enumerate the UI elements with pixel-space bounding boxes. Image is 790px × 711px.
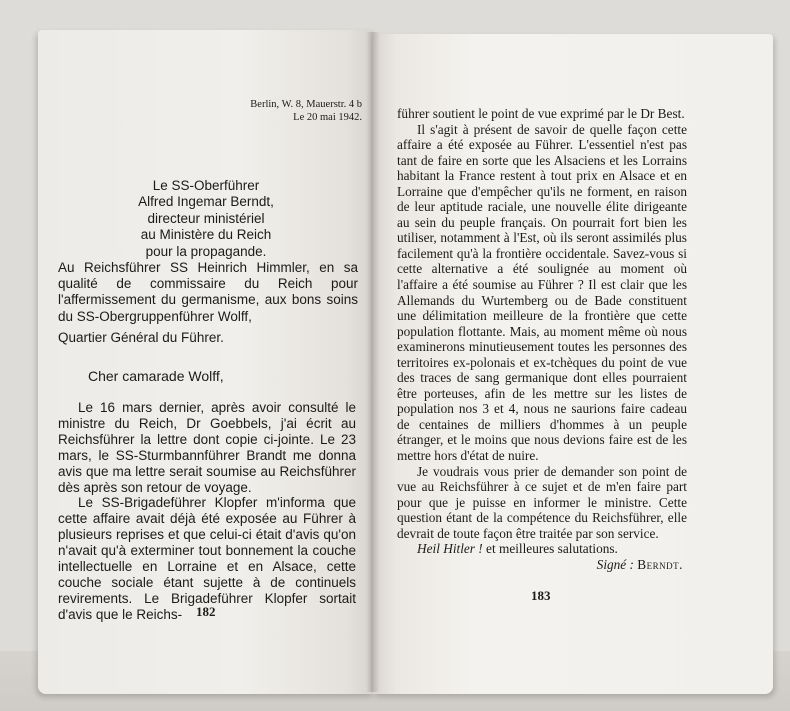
signature: [397, 557, 687, 573]
paragraph: Je voudrais vous prier de demander son point de vue au Reichsführer à ce sujet et de m'en faire part pour que je puisse en informer le ministre. Cette question étant de la compétence du Reichsführer, elle devrait de toute façon être traitée par son service.: [397, 463, 687, 541]
closing-greeting: Heil Hitler !: [417, 541, 483, 557]
letter-body-left: [58, 400, 356, 623]
closing-text: et meilleures salutations.: [482, 541, 618, 557]
sender-line: pour la propagande.: [145, 243, 267, 259]
recipient-address: Au Reichsführer SS Heinrich Himmler, en sa qualité de commissaire du Reich pour l'affermissement du germanisme, aux bons soins du SS-Obergruppenführer Wolff,: [58, 260, 358, 324]
sender-line: Le SS-Oberführer: [152, 178, 260, 193]
paragraph: Il s'agit à présent de savoir de quelle façon cette affaire a été exposée au Führer. L'essentiel n'est pas tant de faire en sorte que les Alsaciens et les Lorrains habitant la France restent à tout prix en Alsace et en Lorraine que d'empêcher qu'ils ne forment, en raison de leur aptitude raciale, une nouvelle élite dirigeante au sein du peuple français. On pourrait fort bien les utiliser, notamment à l'Est, où ils seront assimilés plus facilement qu'à la frontière occidentale. Savez-vous si cette alternative a été soulignée au moment où l'affaire a été soumise au Führer ? Il est clair que les Allemands du Wurtemberg ou de Bade constituent une délimitation meilleure de la frontière que cette population flottante. Mais, au moment même où nous examinerons minutieusement toutes les personnes des territoires ex-polonais et ex-tchèques du point de vue des traces de sang germanique dont elles pourraient être porteuses, afin de les mettre sur les listes de population nos 3 et 4, nous ne saurions faire cadeau de centaines de milliers d'hommes à un peuple étranger, et le moins que nous devions faire est de les mettre hors d'état de nuire.: [397, 121, 687, 464]
sender-block: [38, 178, 374, 260]
recipient-location: Quartier Général du Führer.: [58, 329, 224, 345]
sender-line: au Ministère du Reich: [140, 227, 272, 243]
closing-line: [397, 541, 687, 557]
page-number: 182: [196, 604, 216, 619]
dateline-date: Le 20 mai 1942.: [293, 112, 362, 123]
paragraph-continuation: führer soutient le point de vue exprimé par le Dr Best.: [397, 106, 685, 121]
paragraph: Le SS-Brigadeführer Klopfer m'informa que cette affaire avait déjà été exposée au Führer à plusieurs reprises et que celui-ci était d'avis qu'on n'avait qu'à exterminer tout bonnement la couche intellectuelle en Lorraine et en Alsace, cette couche sociale étant sujette à de continuels revirements. Le Brigadeführer Klopfer sortait d'avis que le Reichs-: [58, 495, 356, 622]
signature-label: Signé :: [596, 556, 634, 572]
dateline: [250, 98, 362, 124]
page-number: 183: [531, 588, 551, 603]
sender-line: directeur ministériel: [147, 210, 265, 226]
left-page: [38, 30, 374, 694]
signature-name: Berndt.: [637, 556, 683, 572]
book-gutter: [366, 32, 380, 692]
sender-line: Alfred Ingemar Berndt,: [138, 194, 274, 210]
recipient-block: [58, 260, 358, 346]
dateline-address: Berlin, W. 8, Mauerstr. 4 b: [250, 99, 362, 110]
right-page: [373, 34, 773, 694]
paragraph: Le 16 mars dernier, après avoir consulté le ministre du Reich, Dr Goebbels, j'ai écrit au Reichsführer la lettre dont copie ci-jointe. Le 23 mars, le SS-Sturmbannführer Brandt me donna avis que ma lettre serait soumise au Reichsführer dès après son retour de voyage.: [58, 400, 356, 495]
salutation: Cher camarade Wolff,: [88, 368, 224, 384]
letter-body-right: [397, 106, 687, 572]
